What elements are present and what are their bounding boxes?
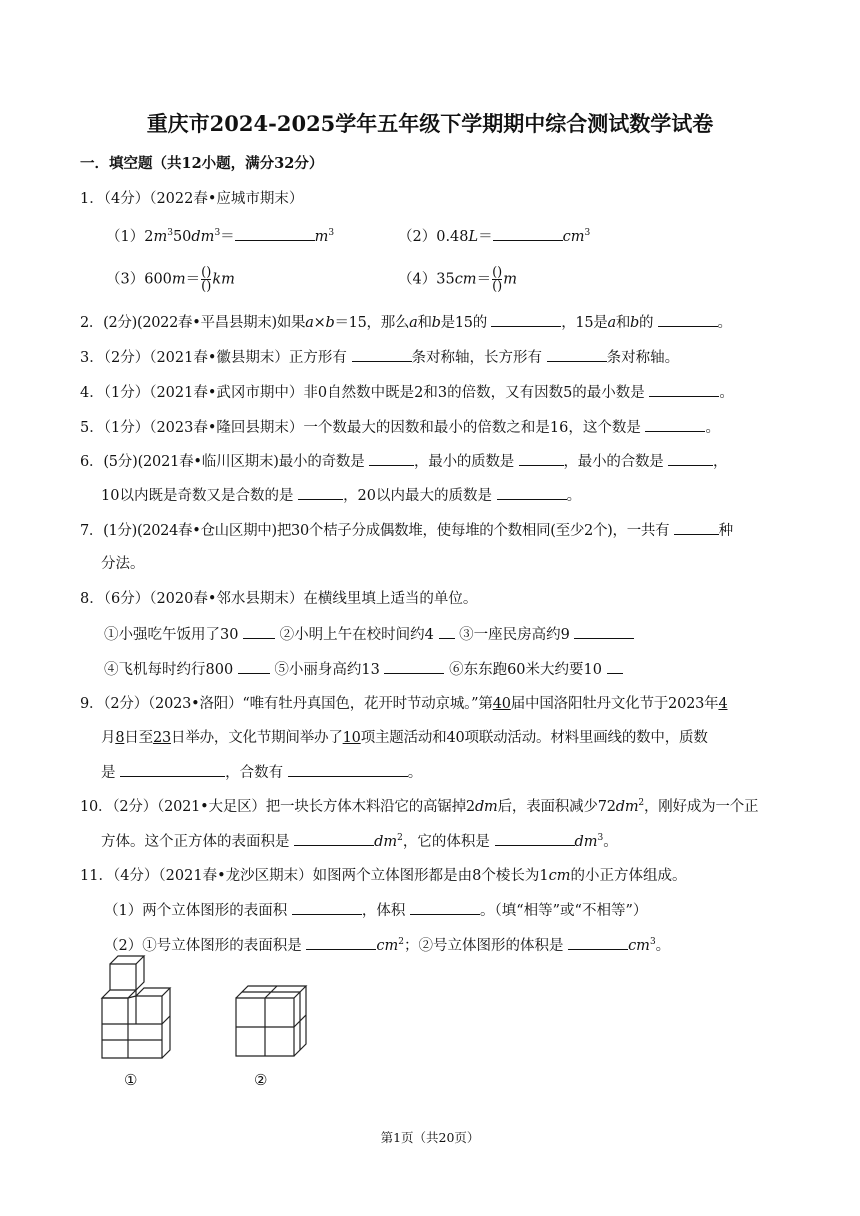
answer-blank[interactable] <box>497 485 567 500</box>
answer-blank[interactable] <box>574 624 634 639</box>
question-1-part-4: （4）35cm＝ $\frac{()}{()}$ m <box>398 265 517 294</box>
question-10-line-2: 方体。这个正方体的表面积是 $dm^2$，它的体积是 $dm^3$。 <box>101 833 618 850</box>
question-1-part-2: $(2)0.48L= cm^3$ <box>398 228 591 245</box>
answer-blank[interactable] <box>120 762 225 777</box>
answer-blank[interactable] <box>607 659 623 674</box>
question-8-header: 8．（6分）（2020春•邻水县期末）在横线里填上适当的单位。 <box>80 591 478 607</box>
answer-blank[interactable] <box>306 935 376 950</box>
fraction-blank[interactable]: $\frac{()}{()}$ <box>201 265 212 294</box>
figure-2-label: ② <box>254 1071 268 1089</box>
question-9-line-1: 9．（2分）（2023•洛阳）“唯有牡丹真国色，花开时节动京城。”第40届中国洛阳牡丹文化节于2023年4 <box>80 696 728 712</box>
answer-blank[interactable] <box>294 831 374 846</box>
answer-blank[interactable] <box>243 624 275 639</box>
question-11-part-1: （1）两个立体图形的表面积 ，体积 。（填“相等”或“不相等”） <box>104 900 647 921</box>
question-1-header: 1．（4分）（2022春•应城市期末） <box>80 191 304 207</box>
question-1-part-3: （3）600m＝ $\frac{()}{()}$ km <box>106 265 235 294</box>
answer-blank[interactable] <box>439 624 455 639</box>
question-2: 2．(2分)(2022春•平昌县期末)如果a×b＝15，那么a和b是15的 ，15是a和b的 。 <box>80 312 732 333</box>
question-9-line-2: 月8日至23日举办，文化节期间举办了10项主题活动和40项联动活动。材料里画线的数中，质数 <box>101 730 708 746</box>
answer-blank[interactable] <box>235 226 315 241</box>
question-1-part-1: $(1)2m^350dm^3= m^3$ <box>106 228 335 245</box>
answer-blank[interactable] <box>410 900 480 915</box>
question-5: 5．（1分）（2023春•隆回县期末）一个数最大的因数和最小的倍数之和是16，这个数是 。 <box>80 417 720 438</box>
answer-blank[interactable] <box>668 451 713 466</box>
answer-blank[interactable] <box>674 520 719 535</box>
solid-figure-2 <box>230 984 310 1074</box>
solid-figure-1 <box>96 952 196 1072</box>
page-title: 重庆市2024-2025学年五年级下学期期中综合测试数学试卷 <box>146 111 714 136</box>
answer-blank[interactable] <box>292 900 362 915</box>
answer-blank[interactable] <box>288 762 408 777</box>
question-8-row-2: ④飞机每时约行800 ⑤小丽身高约13 ⑥东东跑60米大约要10 <box>104 659 623 680</box>
answer-blank[interactable] <box>658 312 718 327</box>
question-7-line-2: 分法。 <box>101 556 145 572</box>
question-3: 3．（2分）（2021春•徽县期末）正方形有 条对称轴，长方形有 条对称轴。 <box>80 347 679 368</box>
page-footer: 第1页（共20页） <box>380 1130 480 1145</box>
answer-blank[interactable] <box>238 659 270 674</box>
question-9-line-3: 是 ，合数有 。 <box>101 762 422 783</box>
answer-blank[interactable] <box>493 226 563 241</box>
figure-1-label: ① <box>124 1071 138 1089</box>
answer-blank[interactable] <box>384 659 444 674</box>
answer-blank[interactable] <box>369 451 414 466</box>
answer-blank[interactable] <box>491 312 561 327</box>
question-8-row-1: ①小强吃午饭用了30 ②小明上午在校时间约4 ③一座民房高约9 <box>104 624 634 645</box>
answer-blank[interactable] <box>519 451 564 466</box>
question-6-line-2: 10以内既是奇数又是合数的是 ，20以内最大的质数是 。 <box>101 485 581 506</box>
section-heading: 一．填空题（共12小题，满分32分） <box>80 155 324 172</box>
question-11-header: 11．（4分）（2021春•龙沙区期末）如图两个立体图形都是由8个棱长为1cm的小正方体组成。 <box>80 868 687 884</box>
answer-blank[interactable] <box>298 485 343 500</box>
question-4: 4．（1分）（2021春•武冈市期中）非0自然数中既是2和3的倍数，又有因数5的最小数是 。 <box>80 382 734 403</box>
fraction-blank[interactable]: $\frac{()}{()}$ <box>492 265 503 294</box>
question-7-line-1: 7．(1分)(2024春•仓山区期中)把30个桔子分成偶数堆，使每堆的个数相同(至少2个)，一共有 种 <box>80 520 733 541</box>
answer-blank[interactable] <box>352 347 412 362</box>
answer-blank[interactable] <box>547 347 607 362</box>
answer-blank[interactable] <box>568 935 628 950</box>
answer-blank[interactable] <box>649 382 719 397</box>
answer-blank[interactable] <box>645 417 705 432</box>
question-10-line-1: 10．（2分）（2021•大足区）把一块长方体木料沿它的高锯掉2dm后，表面积减少$72dm^2$，刚好成为一个正 <box>80 798 759 815</box>
answer-blank[interactable] <box>495 831 575 846</box>
question-6-line-1: 6．(5分)(2021春•临川区期末)最小的奇数是 ，最小的质数是 ，最小的合数是 ， <box>80 451 727 472</box>
question-11-part-2: （2）①号立体图形的表面积是 $cm^2$；②号立体图形的体积是 $cm^3$。 <box>104 937 671 954</box>
